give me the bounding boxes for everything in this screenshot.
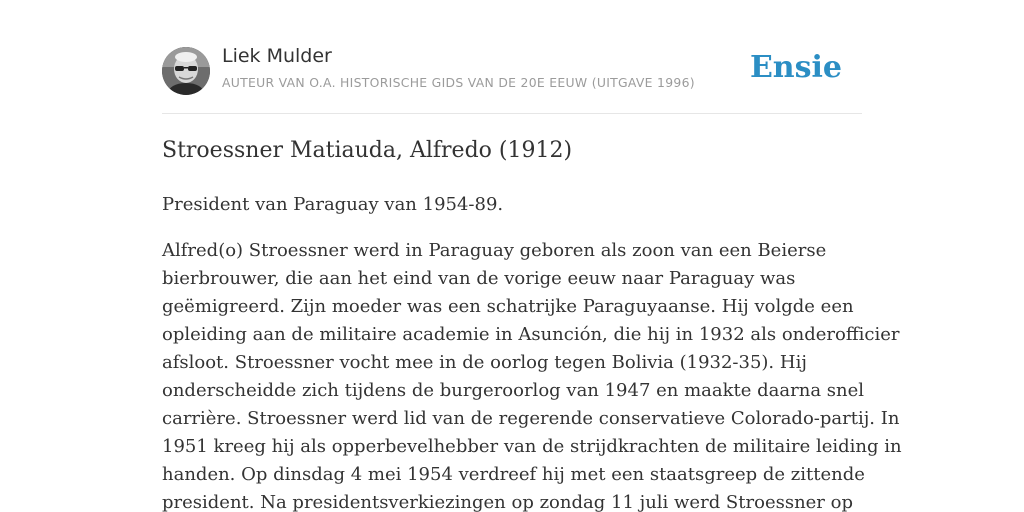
article-body xyxy=(162,237,902,512)
author-name[interactable]: Liek Mulder xyxy=(222,45,332,67)
author-avatar[interactable] xyxy=(162,47,210,95)
body-line: Alfred(o) Stroessner werd in Paraguay geboren als zoon van een Beierse xyxy=(162,240,827,261)
body-line: handen. Op dinsdag 4 mei 1954 verdreef hij met een staatsgreep de zittende xyxy=(162,464,865,485)
body-line: 1951 kreeg hij als opperbevelhebber van de strijdkrachten de militaire leiding in xyxy=(162,436,902,457)
body-line: opleiding aan de militaire academie in Asunción, die hij in 1932 als onderofficier xyxy=(162,324,900,345)
article-container xyxy=(162,0,902,512)
body-line: onderscheidde zich tijdens de burgeroorlog van 1947 en maakte daarna snel xyxy=(162,380,865,401)
body-line: carrière. Stroessner werd lid van de regerende conservatieve Colorado-partij. In xyxy=(162,408,900,429)
author-header xyxy=(162,0,862,114)
author-description: AUTEUR VAN O.A. HISTORISCHE GIDS VAN DE 20E EEUW (UITGAVE 1996) xyxy=(222,75,695,90)
body-line: bierbrouwer, die aan het eind van de vorige eeuw naar Paraguay was xyxy=(162,268,796,289)
article-lead: President van Paraguay van 1954-89. xyxy=(162,194,504,215)
body-line: president. Na presidentsverkiezingen op zondag 11 juli werd Stroessner op xyxy=(162,492,853,512)
article-title: Stroessner Matiauda, Alfredo (1912) xyxy=(162,138,573,163)
ensie-logo[interactable]: Ensie xyxy=(749,50,842,85)
author-portrait-icon xyxy=(162,47,210,95)
body-line: afsloot. Stroessner vocht mee in de oorlog tegen Bolivia (1932-35). Hij xyxy=(162,352,807,373)
body-line: geëmigreerd. Zijn moeder was een schatrijke Paraguyaanse. Hij volgde een xyxy=(162,296,854,317)
